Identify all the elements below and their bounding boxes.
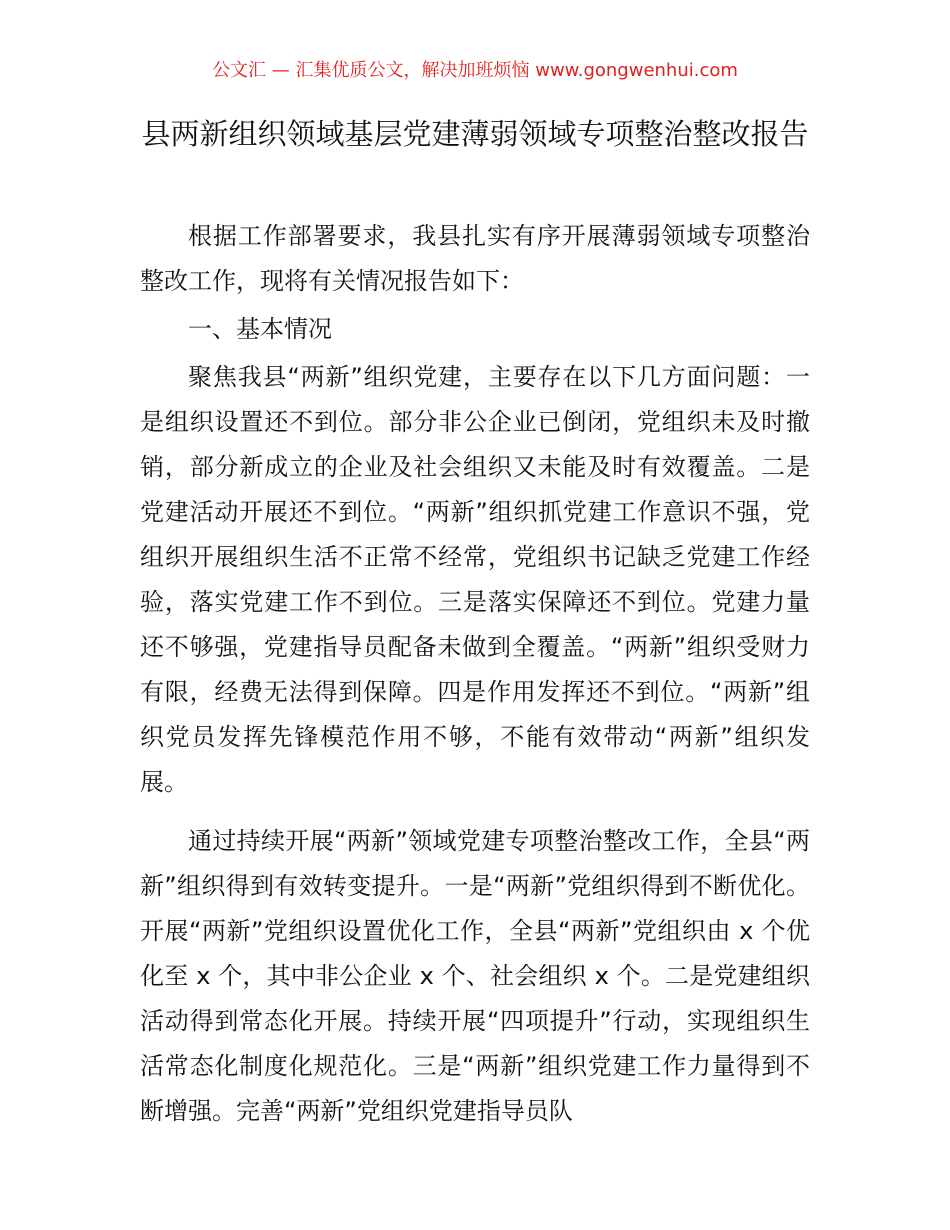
section-heading-basic-situation: 一、基本情况 [188, 315, 332, 343]
header-banner: 公文汇 — 汇集优质公文，解决加班烦恼 www.gongwenhui.com [212, 60, 738, 81]
document-title: 县两新组织领域基层党建薄弱领域专项整治整改报告 [141, 117, 809, 151]
intro-paragraph: 根据工作部署要求，我县扎实有序开展薄弱领域专项整治整改工作，现将有关情况报告如下： [140, 222, 810, 295]
progress-paragraph: 通过持续开展“两新”领域党建专项整治整改工作，全县“两新”组织得到有效转变提升。一是“两新”党组织得到不断优化。开展“两新”党组织设置优化工作，全县“两新”党组织由 x 个优化至 x 个，其中非公企业 x 个、社会组织 x 个。二是党建组织活动得到常态化开展。持续开展“四项提升”行动，实现组织生活常态化制度化规范化。三是“两新”组织党建工作力量得到不断增强。完善“两新”党组织党建指导员队 [140, 827, 810, 1125]
problems-paragraph: 聚焦我县“两新”组织党建，主要存在以下几方面问题：一是组织设置还不到位。部分非公企业已倒闭，党组织未及时撤销，部分新成立的企业及社会组织又未能及时有效覆盖。二是党建活动开展还不到位。“两新”组织抓党建工作意识不强，党组织开展组织生活不正常不经常，党组织书记缺乏党建工作经验，落实党建工作不到位。三是落实保障还不到位。党建力量还不够强，党建指导员配备未做到全覆盖。“两新”组织受财力有限，经费无法得到保障。四是作用发挥还不到位。“两新”组织党员发挥先锋模范作用不够，不能有效带动“两新”组织发展。 [140, 363, 810, 796]
document-body [140, 214, 810, 1137]
